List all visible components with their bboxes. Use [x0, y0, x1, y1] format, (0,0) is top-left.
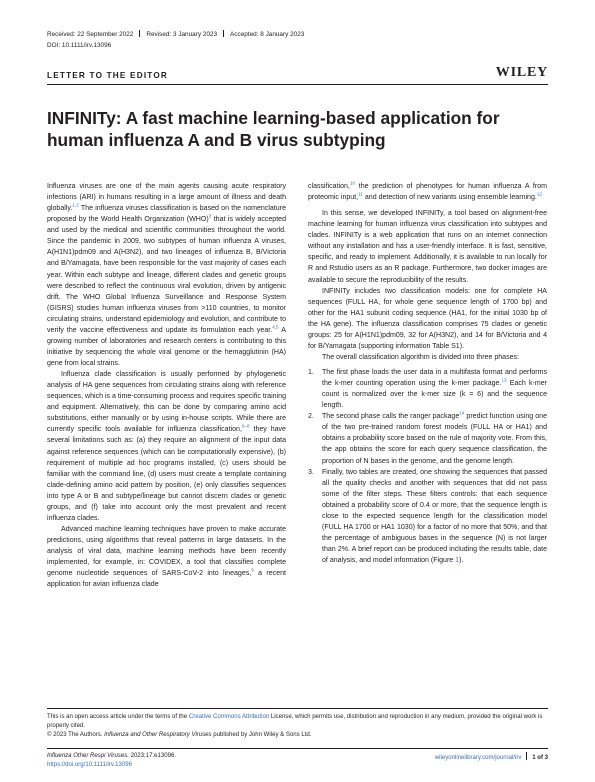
left-column	[47, 181, 286, 590]
footnote-rule	[47, 708, 548, 709]
list-item: 2. The second phase calls the ranger package$^{14}$ predict function using one of the two pre-trained random forest models (FULL HA or HA1) and obtains a probability score based on the rule of majority vote. From this, the app obtains the score for each query sequence classification, the proportion of N bases in the genome, and the genome length.	[308, 410, 547, 465]
revised-date: Revised: 3 January 2023	[146, 31, 218, 38]
list-item: 3. Finally, two tables are created, one showing the sequences that passed all the quality checks and another with sequences that did not pass some of the filter steps. These filters controls: that each sequence obtained a probability score of 0.4 or more, that the sequence length is close to the expected sequence length for the classification model (FULL HA 1700 or HA1 1030) for a factor of no more that 50%, and that the percentage of ambiguous bases in the sequence (N) is not larger than 2%. A brief report can be produced including the results table, date of analysis, and model information (Figure 1).	[308, 468, 547, 565]
divider	[223, 30, 224, 37]
paragraph: Influenza clade classification is usually performed by phylogenetic analysis of HA gene sequences from circulating strains along with reference sequences, which is a time-consuming process and requires specific training and equipment. Alternatively, this can be done by comparing amino acid substitutions, either manually or by using in-house scripts. While there are currently specific tools available for influenza classification,$^{6-8}$ they have several limitations such as: (a) they require an alignment of the input data against reference sequences (which can be computationally expensive), (b) requirement of multiple ad hoc programs installed, (c) users should be familiar with the command line, (d) users must create a template containing clade-defining amino acid pattern by position, (e) only classifies sequences into type A or B and subtype/lineage but cannot discern clades or genetic groups, and (f) take into account only the most prevalent and recent influenza clades.	[47, 371, 286, 522]
license-text: This is an open access article under the terms of the Creative Commons Attribution License, which permits use, distribution and reproduction in any medium, provided the original work is properly cited.	[47, 714, 543, 729]
received-date: Received: 22 September 2022	[47, 31, 134, 38]
section-label: LETTER TO THE EDITOR	[47, 71, 169, 80]
doi-link[interactable]: https://doi.org/10.1111/irv.13096	[47, 761, 132, 768]
copyright-text: © 2023 The Authors. Influenza and Other Respiratory Viruses published by John Wiley & Sons Ltd.	[47, 731, 312, 738]
journal-citation: Influenza Other Respi Viruses. 2023;17:e13096.	[47, 753, 176, 759]
citation-link[interactable]: 13	[501, 377, 507, 383]
citation-link[interactable]: 11	[358, 191, 363, 197]
article-dates	[47, 30, 304, 39]
accepted-date: Accepted: 8 January 2023	[230, 31, 305, 38]
citation-link[interactable]: 9	[251, 567, 254, 573]
citation-link[interactable]: 10	[349, 180, 356, 186]
citation-link[interactable]: 12	[536, 191, 542, 197]
article-doi: DOI: 10.1111/irv.13096	[47, 42, 112, 49]
license-footnote	[47, 713, 548, 740]
paragraph: Influenza viruses are one of the main agents causing acute respiratory infections (ARI) in humans resulting in a large amount of illness and death globally.$^{1,2}$ The influenza viruses classification is based on the nomenclature proposed by the World Health Organization (WHO)$^3$ that is widely accepted and used by the medical and scientific communities throughout the world. Since the pandemic in 2009, two subtypes of human influenza A viruses, A(H1N1)pdm09 and A(H3N2), and two lineages of influenza B, B/Victoria and B/Yamagata, have been responsible for the vast majority of cases each year. Within each subtype and lineage, different clades and genetic groups were described to reflect the continuous viral evolution, driven by antigenic drift. The WHO Global Influenza Surveillance and Response System (GISRS) studies human influenza viruses from >110 countries, to monitor circulating strains, understand epidemiology and evolution, and contribute to verify the vaccine effectiveness and update its formulation each year.$^{4,5}$ A growing number of laboratories and research centers is contributing to this initiative by sequencing the whole viral genome or the hemagglutinin (HA) gene from local strains.	[47, 183, 286, 367]
license-link[interactable]: Creative Commons Attribution	[188, 714, 270, 720]
list-item: 1. The first phase loads the user data in a multifasta format and performs the k-mer counting operation using the k-mer package.$^{13}$ Each k-mer count is normalized over the k-mer size (k = 6) and the sequence length.	[308, 369, 547, 410]
paragraph: The overall classification algorithm is divided into three phases:	[322, 353, 520, 361]
paragraph: Advanced machine learning techniques have proven to make accurate predictions, using algorithms that reveal patterns in large datasets. In the analysis of viral data, machine learning methods have been recently implemented, for example, in: COVIDEX, a tool that classifies complete genome nucleotide sequences of SARS-CoV-2 into lineages,$^9$ a recent application for avian influenza clade	[47, 525, 287, 589]
citation-link[interactable]: 4,5	[272, 324, 279, 330]
publisher-logo: WILEY	[495, 65, 548, 80]
phase-list	[308, 367, 547, 566]
citation-link[interactable]: 6–8	[241, 423, 250, 429]
divider	[139, 30, 140, 37]
citation-link[interactable]: 1,2	[72, 202, 79, 208]
journal-site-link[interactable]: wileyonlinelibrary.com/journal/irv	[434, 755, 522, 761]
citation-link[interactable]: 14	[459, 410, 465, 416]
divider	[526, 752, 527, 760]
footer-rule	[47, 748, 548, 749]
page-footer-right	[435, 752, 548, 763]
paragraph: In this sense, we developed INFINITy, a tool based on alignment-free machine learning for human influenza virus classification into subtypes and clades. INFINITy is a web application that runs on an internet connection without any installation and has a user-friendly interface. It is fast, sensitive, specific, and ready to implement. Additionally, it is available to run locally for R and Rstudio users as an R package. Furthermore, two docker images are available to secure the reproducibility of the results.	[308, 210, 547, 284]
citation-link[interactable]: 3	[208, 213, 212, 219]
figure-link[interactable]: 1	[455, 557, 460, 565]
citation-footer	[47, 752, 176, 770]
paragraph: INFINITy includes two classification models: one for complete HA sequences (FULL HA, for whole gene sequence length of 1700 bp) and other for the HA1 subunit coding sequence (HA1, for the initial 1030 bp of the HA gene). The influenza classification comprises 75 clades or genetic groups: 25 for A(H1N1)pdm09, 32 for A(H3N2), and 14 for B/Victoria and 4 for B/Yamagata (supporting information Table S1).	[308, 287, 547, 350]
page-number: 1 of 3	[532, 755, 548, 761]
header-rule	[47, 84, 548, 85]
right-column	[308, 181, 547, 566]
article-title: INFINITy: A fast machine learning-based application for human influenza A and B virus subtyping	[47, 108, 500, 150]
paragraph: classification,$^{10}$ the prediction of phenotypes for human influenza A from proteomic input,$^{11}$ and detection of new variants using ensemble learning.$^{12}$	[308, 180, 547, 202]
